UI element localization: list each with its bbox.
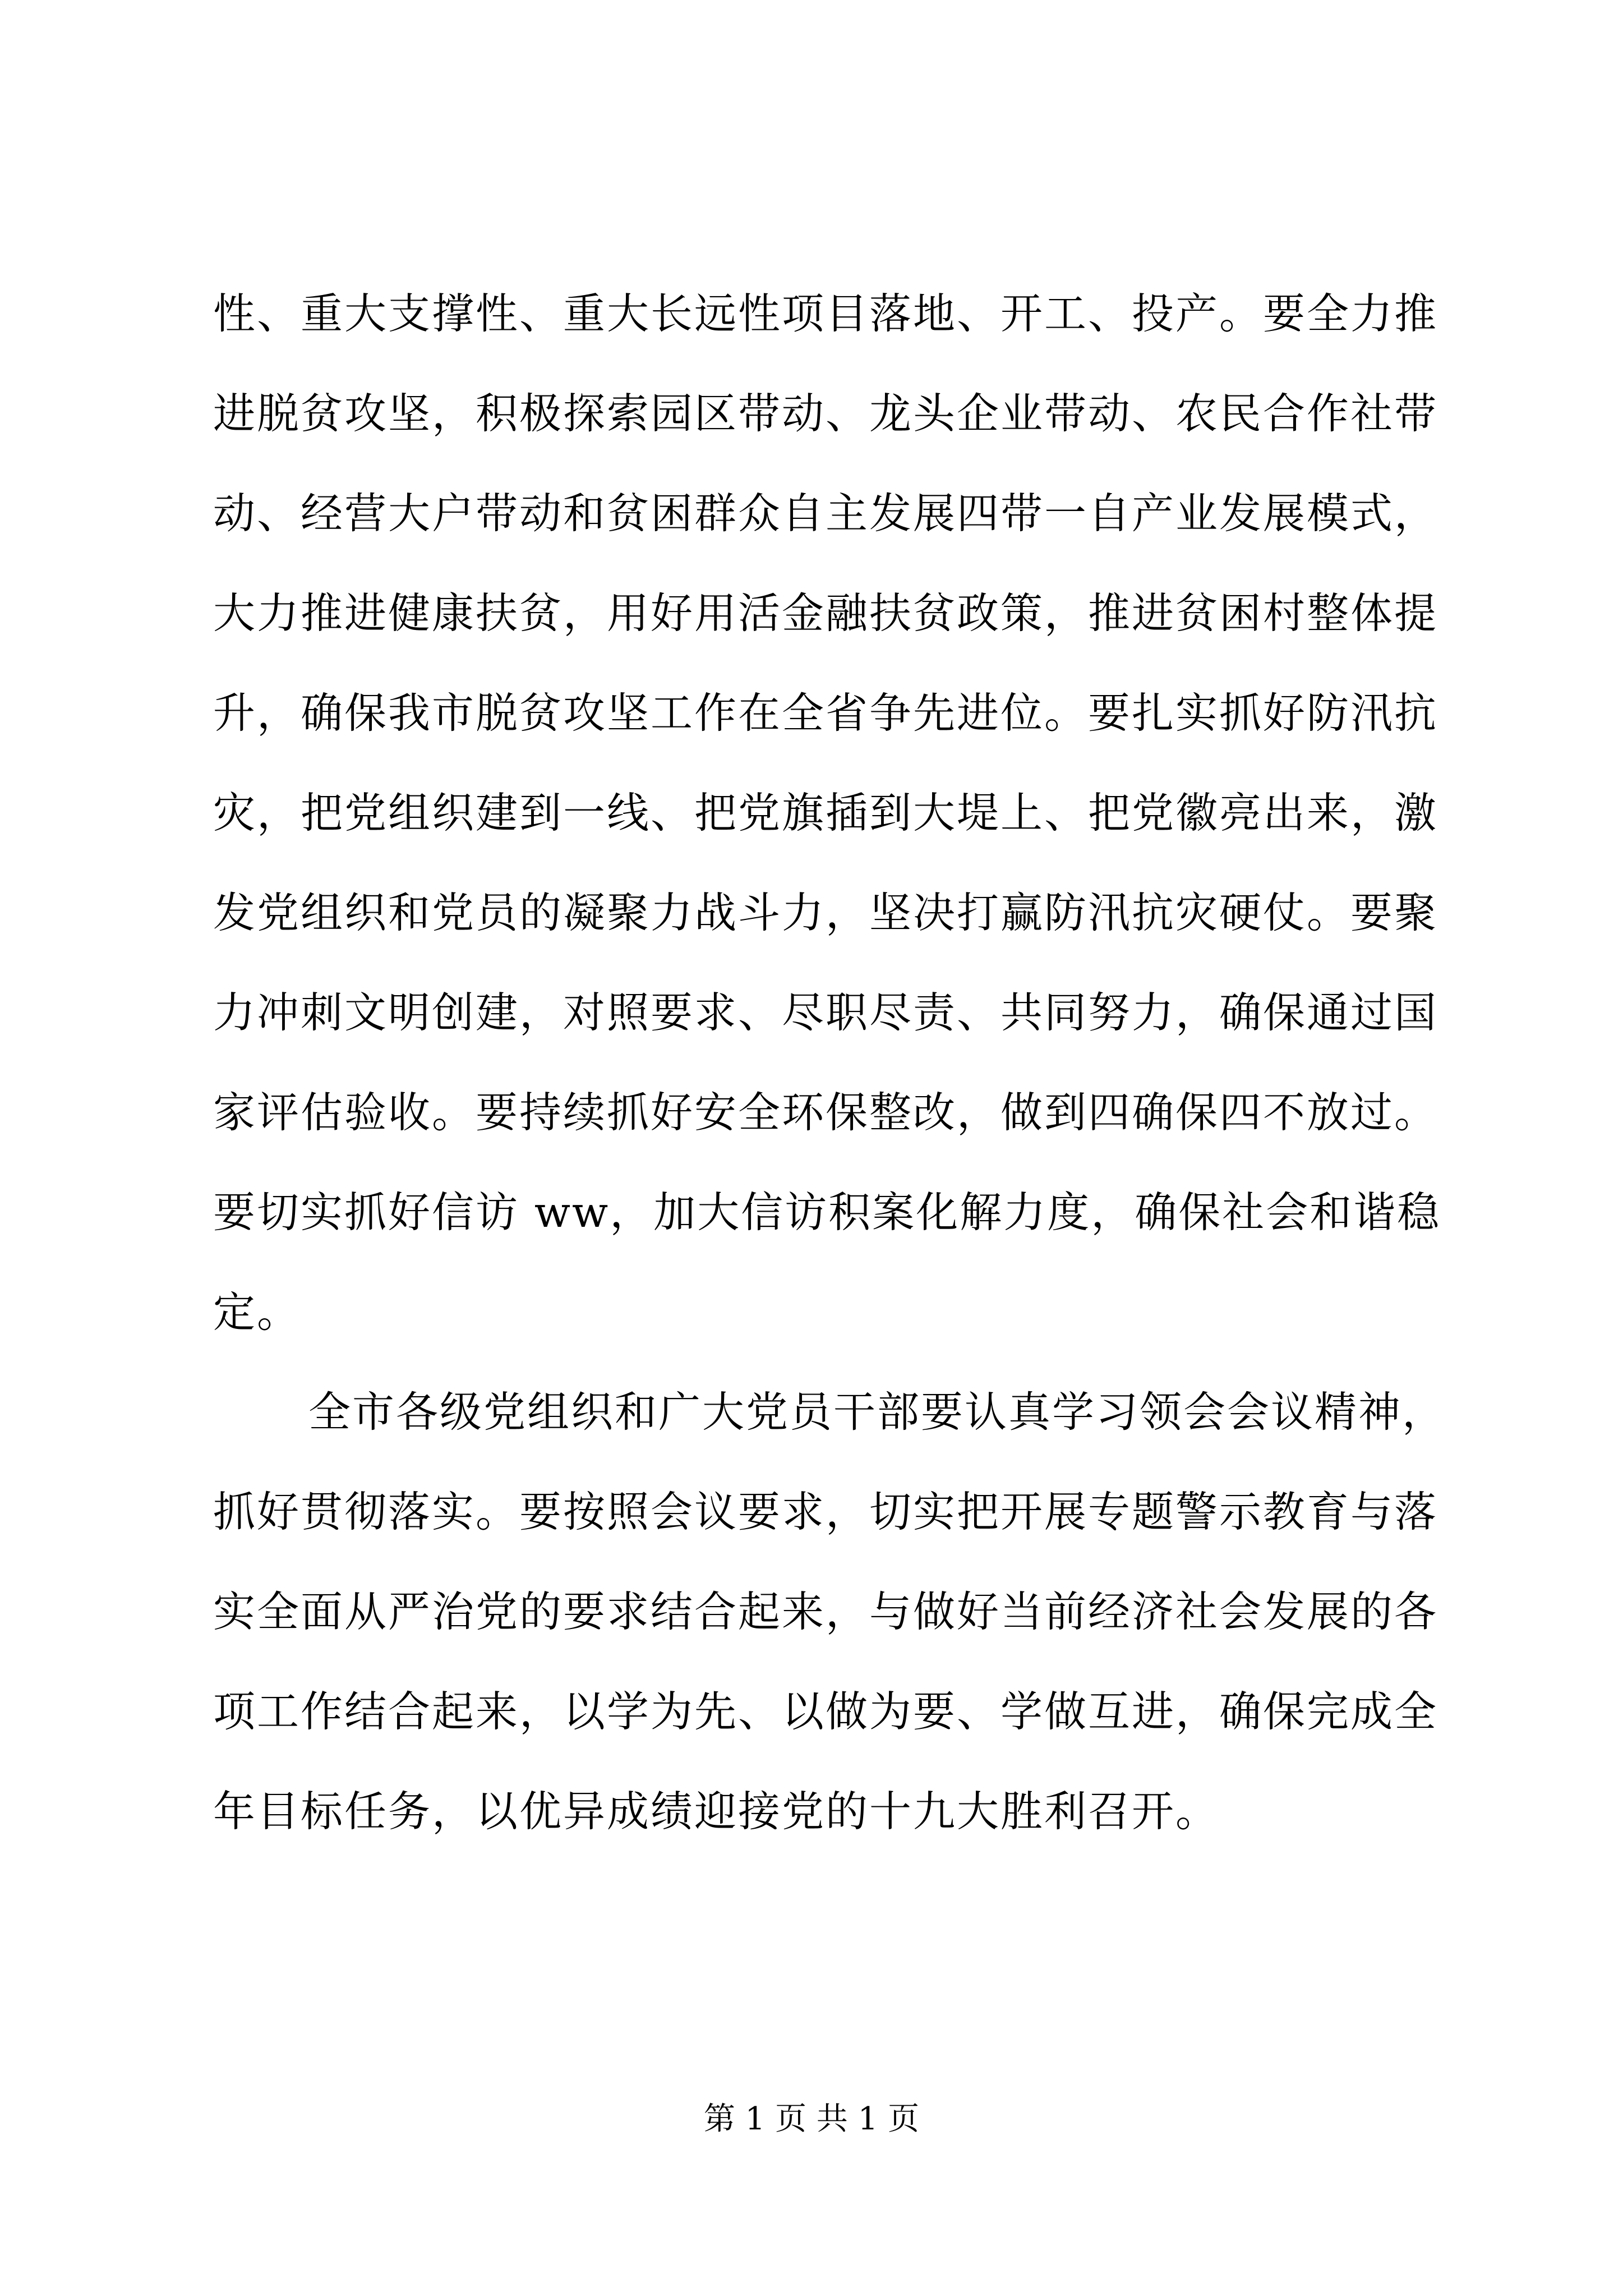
paragraph-1-line: 动、经营大户带动和贫困群众自主发展四带一自产业发展模式， xyxy=(213,489,1438,538)
paragraph-2-line: 抓好贯彻落实。要按照会议要求，切实把开展专题警示教育与落 xyxy=(213,1487,1438,1536)
body-text xyxy=(213,264,1446,1861)
paragraph-2-line: 项工作结合起来，以学为先、以做为要、学做互进，确保完成全 xyxy=(213,1687,1438,1736)
paragraph-2-line: 年目标任务，以优异成绩迎接党的十九大胜利召开。 xyxy=(213,1787,1220,1836)
paragraph-2-line: 全市各级党组织和广大党员干部要认真学习领会会议精神， xyxy=(308,1387,1446,1437)
paragraph-1-line: 家评估验收。要持续抓好安全环保整改，做到四确保四不放过。 xyxy=(213,1088,1438,1137)
paragraph-1-line: 定。 xyxy=(213,1287,301,1337)
paragraph-1-line: 发党组织和党员的凝聚力战斗力，坚决打赢防汛抗灾硬仗。要聚 xyxy=(213,888,1438,937)
page-footer: 第 1 页 共 1 页 xyxy=(703,2101,920,2137)
paragraph-1-line: 大力推进健康扶贫，用好用活金融扶贫政策，推进贫困村整体提 xyxy=(213,588,1438,638)
paragraph-1-line: 进脱贫攻坚，积极探索园区带动、龙头企业带动、农民合作社带 xyxy=(213,389,1438,438)
paragraph-1-line: 升，确保我市脱贫攻坚工作在全省争先进位。要扎实抓好防汛抗 xyxy=(213,688,1438,738)
paragraph-1-line: 性、重大支撑性、重大长远性项目落地、开工、投产。要全力推 xyxy=(213,289,1438,338)
paragraph-1-line: 力冲刺文明创建，对照要求、尽职尽责、共同努力，确保通过国 xyxy=(213,988,1438,1037)
paragraph-1-line: 灾，把党组织建到一线、把党旗插到大堤上、把党徽亮出来，激 xyxy=(213,788,1438,838)
paragraph-2-line: 实全面从严治党的要求结合起来，与做好当前经济社会发展的各 xyxy=(213,1587,1438,1636)
paragraph-1-line: 要切实抓好信访 ww，加大信访积案化解力度，确保社会和谐稳 xyxy=(213,1188,1441,1237)
